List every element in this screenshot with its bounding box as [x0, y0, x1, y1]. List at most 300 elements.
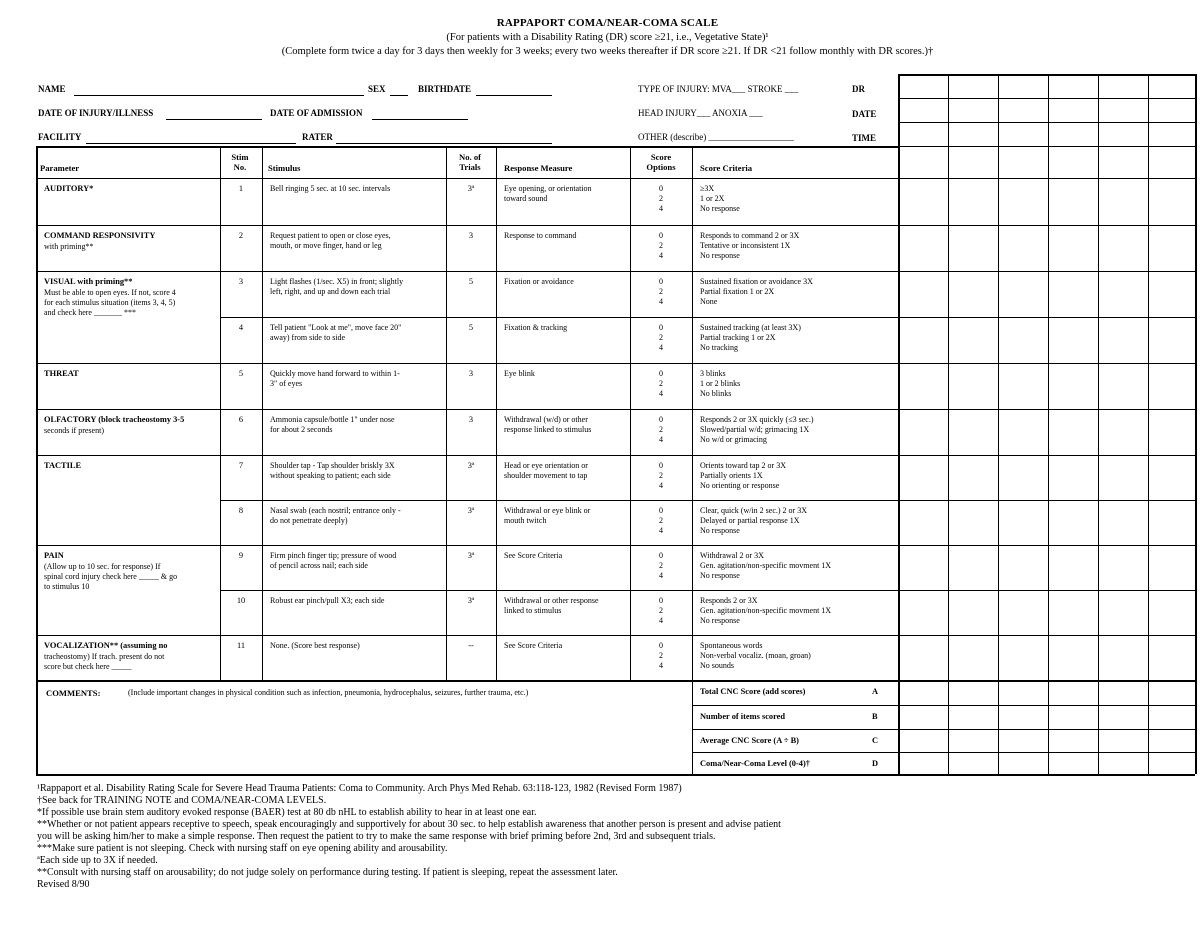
summary-entry-cell[interactable]	[949, 706, 997, 728]
stimulus-text	[270, 506, 401, 526]
time-label: TIME	[852, 133, 877, 143]
score-criteria-line: No response	[700, 251, 740, 261]
score-entry-cell[interactable]	[999, 179, 1047, 224]
footnote: you will be asking him/her to make a simple response. Then request the patient to try to make the same response with brief priming before 2nd, 3rd and subsequent trials.	[37, 831, 716, 842]
summary-entry-cell[interactable]	[899, 730, 947, 751]
score-options	[630, 641, 692, 672]
parameter-name: OLFACTORY (block tracheostomy 3-5	[44, 415, 185, 424]
score-entry-cell[interactable]	[899, 226, 947, 270]
stimulus-text-line: Shoulder tap - Tap shoulder briskly 3X	[270, 461, 395, 470]
stimulus-text-line: Light flashes (1/sec. X5) in front; slightly	[270, 277, 404, 286]
score-options	[630, 231, 692, 262]
score-criteria	[700, 596, 831, 627]
col-header-stimulus: Stimulus	[268, 163, 301, 173]
score-criteria-line: Sustained tracking (at least 3X)	[700, 323, 801, 332]
summary-entry-cell[interactable]	[1099, 753, 1147, 773]
score-entry-cell[interactable]	[1099, 179, 1147, 224]
score-options-line: 0	[659, 184, 663, 193]
footnote: ¹Rappaport et al. Disability Rating Scale for Severe Head Trauma Patients: Coma to Community. Arch Phys Med Rehab. 63:118-123, 1982 (Revised Form 1987)	[37, 783, 682, 794]
score-criteria-line: ≥3X	[700, 184, 715, 193]
score-criteria	[700, 231, 799, 262]
col-header-trials-line2: Trials	[459, 162, 481, 172]
response-measure-line: mouth twitch	[504, 516, 547, 526]
summary-label: Coma/Near-Coma Level (0-4)†	[700, 759, 810, 768]
stimulus-text-line: Quickly move hand forward to within 1-	[270, 369, 400, 378]
score-entry-cell[interactable]	[1149, 179, 1194, 224]
score-entry-cell[interactable]	[949, 546, 997, 589]
score-entry-cell[interactable]	[999, 318, 1047, 362]
stimulus-text	[270, 184, 390, 194]
score-options-line: 0	[659, 596, 663, 605]
stimulus-text-line: 3" of eyes	[270, 379, 303, 389]
trials-count: 3ª	[467, 184, 475, 193]
score-entry-cell[interactable]	[999, 636, 1047, 679]
stimulus-text-line: Robust ear pinch/pull X3; each side	[270, 596, 385, 605]
footnote: ***Make sure patient is not sleeping. Check with nursing staff on eye opening ability and arousability.	[37, 843, 448, 854]
response-measure-line: shoulder movement to tap	[504, 471, 588, 481]
comments-field[interactable]	[40, 702, 688, 770]
trials-count: 3	[468, 231, 474, 240]
score-entry-cell[interactable]	[1099, 226, 1147, 270]
parameter-cell	[44, 277, 176, 318]
summary-entry-cell[interactable]	[949, 681, 997, 704]
score-entry-cell[interactable]	[1049, 456, 1097, 499]
score-options-line: 2	[659, 516, 663, 526]
response-measure-line: toward sound	[504, 194, 548, 204]
response-measure-line: Fixation & tracking	[504, 323, 568, 332]
score-criteria-line: Slowed/partial w/d; grimacing 1X	[700, 425, 810, 435]
parameter-cell	[44, 369, 79, 380]
response-measure	[504, 641, 562, 651]
response-measure-line: See Score Criteria	[504, 641, 563, 650]
score-entry-cell[interactable]	[949, 272, 997, 316]
response-measure-line: Head or eye orientation or	[504, 461, 588, 470]
score-options-line: 4	[659, 343, 663, 353]
score-options-line: 4	[659, 435, 663, 445]
score-criteria	[700, 323, 801, 354]
score-criteria-line: No blinks	[700, 389, 732, 399]
parameter-name: AUDITORY*	[44, 184, 94, 193]
summary-entry-cell[interactable]	[1049, 730, 1097, 751]
footnote: **Whether or not patient appears receptive to speech, speak encouragingly and supportively for about 30 sec. to help establish awareness that another person is present and advise patient	[37, 819, 781, 830]
score-entry-cell[interactable]	[1099, 410, 1147, 454]
summary-label: Number of items scored	[700, 712, 786, 721]
facility-label: FACILITY	[38, 132, 82, 142]
stimulus-text	[270, 461, 395, 481]
stimulus-text-line: Nasal swab (each nostril; entrance only -	[270, 506, 401, 515]
stimulus-text	[270, 641, 360, 651]
parameter-note: (Allow up to 10 sec. for response) If	[44, 561, 161, 571]
score-entry-cell[interactable]	[949, 179, 997, 224]
grid-col-line	[1195, 74, 1197, 774]
score-options-line: 2	[659, 241, 663, 251]
trials-count: 3	[468, 415, 474, 424]
score-criteria-line: No sounds	[700, 661, 735, 671]
stimulus-text	[270, 323, 401, 343]
date-label: DATE	[852, 109, 877, 119]
response-measure	[504, 415, 591, 435]
score-options-line: 0	[659, 461, 663, 470]
score-options	[630, 506, 692, 537]
score-criteria-line: Partial fixation 1 or 2X	[700, 287, 775, 297]
form-subtitle-schedule: (Complete form twice a day for 3 days then weekly for 3 weeks; every two weeks thereafter if DR score ≥21. If DR <21 follow monthly with DR scores.)†	[281, 46, 934, 57]
score-entry-cell[interactable]	[899, 318, 947, 362]
footnote: †See back for TRAINING NOTE and COMA/NEAR-COMA LEVELS.	[37, 795, 327, 806]
score-options-line: 2	[659, 651, 663, 661]
score-criteria-line: Withdrawal 2 or 3X	[700, 551, 764, 560]
parameter-note: for each stimulus situation (items 3, 4, 5)	[44, 298, 176, 307]
summary-entry-cell[interactable]	[949, 753, 997, 773]
summary-entry-cell[interactable]	[1049, 681, 1097, 704]
summary-label: Total CNC Score (add scores)	[700, 687, 806, 696]
trials-count: 3ª	[467, 461, 475, 470]
name-label: NAME	[38, 84, 66, 94]
score-criteria-line: No response	[700, 526, 740, 536]
score-options	[630, 277, 692, 308]
parameter-note: to stimulus 10	[44, 582, 90, 592]
score-options	[630, 369, 692, 400]
score-options-line: 2	[659, 425, 663, 435]
score-criteria-line: No response	[700, 204, 740, 214]
response-measure	[504, 369, 535, 379]
stimulus-text	[270, 415, 395, 435]
parameter-note: Must be able to open eyes. If not, score 4	[44, 287, 176, 297]
col-header-parameter: Parameter	[40, 163, 80, 173]
head-injury-label[interactable]: HEAD INJURY___ ANOXIA ___	[638, 108, 763, 118]
score-criteria	[700, 415, 813, 446]
summary-entry-cell[interactable]	[1149, 753, 1194, 773]
score-entry-cell[interactable]	[1049, 272, 1097, 316]
grid-line	[898, 122, 1195, 123]
summary-letter: C	[872, 736, 879, 745]
response-measure-line: Response to command	[504, 231, 577, 240]
stimulus-text-line: Tell patient "Look at me", move face 20"	[270, 323, 402, 332]
response-measure-line: Withdrawal or eye blink or	[504, 506, 591, 515]
stimulus-text-line: Firm pinch finger tip; pressure of wood	[270, 551, 397, 560]
other-label[interactable]: OTHER (describe) ___________________	[638, 132, 794, 142]
trials-count: 5	[468, 277, 474, 286]
score-criteria-line: Sustained fixation or avoidance 3X	[700, 277, 813, 286]
parameter-cell	[44, 231, 155, 252]
summary-entry-cell[interactable]	[1149, 681, 1194, 704]
table-top-border	[36, 146, 898, 148]
score-entry-cell[interactable]	[1099, 364, 1147, 408]
birthdate-field[interactable]	[476, 95, 552, 96]
score-entry-cell[interactable]	[899, 456, 947, 499]
response-measure-line: See Score Criteria	[504, 551, 563, 560]
score-entry-cell[interactable]	[999, 501, 1047, 544]
stimulus-text-line: do not penetrate deeply)	[270, 516, 348, 526]
parameter-name: THREAT	[44, 369, 79, 378]
score-entry-cell[interactable]	[949, 226, 997, 270]
score-options-line: 2	[659, 287, 663, 297]
footnote: *If possible use brain stem auditory evoked response (BAER) test at 80 db nHL to establish ability to hear in at least one ear.	[37, 807, 537, 818]
response-measure	[504, 461, 588, 481]
score-entry-cell[interactable]	[1149, 364, 1194, 408]
score-criteria-line: No orienting or response	[700, 481, 780, 491]
score-criteria-line: Tentative or inconsistent 1X	[700, 241, 791, 251]
score-entry-cell[interactable]	[1099, 591, 1147, 634]
date-injury-field[interactable]	[166, 119, 262, 120]
score-entry-cell[interactable]	[1049, 546, 1097, 589]
summary-entry-cell[interactable]	[1099, 730, 1147, 751]
score-criteria	[700, 277, 813, 308]
grid-top-border	[898, 74, 1195, 76]
facility-field[interactable]	[86, 143, 296, 144]
response-measure	[504, 231, 576, 241]
summary-entry-cell[interactable]	[1099, 706, 1147, 728]
score-entry-cell[interactable]	[1049, 364, 1097, 408]
response-measure	[504, 596, 599, 616]
stim-number: 8	[238, 506, 244, 515]
score-entry-cell[interactable]	[949, 318, 997, 362]
score-entry-cell[interactable]	[1149, 410, 1194, 454]
score-entry-cell[interactable]	[899, 272, 947, 316]
dr-label: DR	[852, 84, 865, 94]
trials-count: 3ª	[467, 551, 475, 560]
score-options-line: 2	[659, 561, 663, 571]
summary-entry-cell[interactable]	[999, 706, 1047, 728]
summary-entry-cell[interactable]	[999, 753, 1047, 773]
stimulus-text-line: Request patient to open or close eyes,	[270, 231, 391, 240]
score-entry-cell[interactable]	[1049, 226, 1097, 270]
col-header-stim-line1: Stim	[231, 152, 249, 162]
score-entry-cell[interactable]	[949, 364, 997, 408]
response-measure	[504, 277, 574, 287]
score-entry-cell[interactable]	[1049, 591, 1097, 634]
score-entry-cell[interactable]	[1149, 226, 1194, 270]
score-entry-cell[interactable]	[949, 410, 997, 454]
birthdate-label: BIRTHDATE	[418, 84, 472, 94]
name-field[interactable]	[74, 95, 364, 96]
score-entry-cell[interactable]	[999, 546, 1047, 589]
score-entry-cell[interactable]	[1049, 636, 1097, 679]
summary-entry-cell[interactable]	[1049, 753, 1097, 773]
summary-entry-cell[interactable]	[999, 681, 1047, 704]
stim-number: 2	[238, 231, 244, 240]
score-criteria-line: No w/d or grimacing	[700, 435, 767, 445]
score-options-line: 2	[659, 471, 663, 481]
trials-count: 3ª	[467, 506, 475, 515]
summary-entry-cell[interactable]	[999, 730, 1047, 751]
score-criteria-line: No response	[700, 616, 740, 626]
score-options-line: 4	[659, 661, 663, 671]
score-criteria	[700, 641, 811, 672]
score-entry-cell[interactable]	[1149, 272, 1194, 316]
sex-field[interactable]	[390, 95, 408, 96]
stimulus-text-line: Ammonia capsule/bottle 1" under nose	[270, 415, 395, 424]
summary-entry-cell[interactable]	[899, 681, 947, 704]
summary-left-line	[692, 680, 693, 774]
score-criteria-line: Partially orients 1X	[700, 471, 763, 481]
trials-count: 3ª	[467, 596, 475, 605]
parameter-note: with priming**	[44, 241, 94, 251]
score-entry-cell[interactable]	[899, 546, 947, 589]
score-entry-cell[interactable]	[1049, 179, 1097, 224]
col-header-options-line2: Options	[646, 162, 676, 172]
footnote: ªEach side up to 3X if needed.	[37, 855, 158, 866]
score-criteria-line: Gen. agitation/non-specific movment 1X	[700, 606, 832, 616]
score-entry-cell[interactable]	[1049, 410, 1097, 454]
score-entry-cell[interactable]	[1099, 501, 1147, 544]
response-measure-line: Withdrawal (w/d) or other	[504, 415, 588, 424]
score-entry-cell[interactable]	[899, 364, 947, 408]
score-options	[630, 461, 692, 492]
summary-entry-cell[interactable]	[1149, 706, 1194, 728]
stimulus-text-line: without speaking to patient; each side	[270, 471, 391, 481]
parameter-cell	[44, 461, 81, 472]
score-entry-cell[interactable]	[1099, 272, 1147, 316]
score-entry-cell[interactable]	[1149, 501, 1194, 544]
score-entry-cell[interactable]	[1099, 546, 1147, 589]
score-entry-cell[interactable]	[949, 636, 997, 679]
stim-number: 7	[238, 461, 244, 470]
stimulus-text-line: of pencil across nail; each side	[270, 561, 368, 571]
grid-row-line	[898, 146, 1195, 147]
score-criteria-line: Responds 2 or 3X	[700, 596, 758, 605]
summary-entry-cell[interactable]	[899, 706, 947, 728]
score-entry-cell[interactable]	[1149, 591, 1194, 634]
score-options-line: 4	[659, 389, 663, 399]
score-entry-cell[interactable]	[1149, 318, 1194, 362]
type-injury-label[interactable]: TYPE OF INJURY: MVA___ STROKE ___	[638, 84, 799, 94]
score-criteria-line: No response	[700, 571, 740, 581]
stimulus-text-line: None. (Score best response)	[270, 641, 360, 650]
footnotes	[37, 783, 781, 891]
summary-entry-cell[interactable]	[1099, 681, 1147, 704]
response-measure	[504, 551, 562, 561]
score-criteria-line: Gen. agitation/non-specific movment 1X	[700, 561, 832, 571]
stim-number: 4	[238, 323, 244, 332]
table-col-line	[692, 146, 693, 680]
score-entry-cell[interactable]	[899, 410, 947, 454]
score-entry-cell[interactable]	[949, 456, 997, 499]
trials-count: --	[468, 641, 474, 650]
score-entry-cell[interactable]	[999, 364, 1047, 408]
score-criteria-line: Partial tracking 1 or 2X	[700, 333, 776, 343]
parameter-note: score but check here _____	[44, 662, 132, 671]
score-entry-cell[interactable]	[999, 591, 1047, 634]
stim-number: 5	[238, 369, 244, 378]
stimulus-text-line: away) from side to side	[270, 333, 346, 343]
parameter-note: tracheostomy) If trach. present do not	[44, 651, 165, 661]
date-admission-label: DATE OF ADMISSION	[270, 108, 363, 118]
score-criteria	[700, 551, 831, 582]
sex-label: SEX	[368, 84, 386, 94]
stimulus-text-line: for about 2 seconds	[270, 425, 333, 435]
summary-entry-cell[interactable]	[1149, 730, 1194, 751]
score-criteria	[700, 506, 807, 537]
col-header-stim-no	[222, 152, 258, 172]
col-header-trials-line1: No. of	[459, 152, 481, 162]
stim-number: 11	[236, 641, 246, 650]
score-criteria-line: Non-verbal vocaliz. (moan, groan)	[700, 651, 811, 661]
stimulus-text	[270, 596, 384, 606]
score-options-line: 0	[659, 641, 663, 650]
score-entry-cell[interactable]	[999, 226, 1047, 270]
col-header-response: Response Measure	[504, 163, 573, 173]
summary-entry-cell[interactable]	[949, 730, 997, 751]
stim-number: 1	[238, 184, 244, 193]
score-entry-cell[interactable]	[1049, 501, 1097, 544]
parameter-note: seconds if present)	[44, 425, 104, 435]
response-measure	[504, 184, 592, 204]
score-entry-cell[interactable]	[1149, 456, 1194, 499]
score-criteria-line: None	[700, 297, 718, 307]
parameter-name: TACTILE	[44, 461, 82, 470]
parameter-name: VISUAL with priming**	[44, 277, 133, 286]
response-measure-line: Fixation or avoidance	[504, 277, 574, 286]
response-measure	[504, 506, 590, 526]
score-options-line: 4	[659, 297, 663, 307]
score-options-line: 4	[659, 616, 663, 626]
response-measure-line: Eye blink	[504, 369, 535, 378]
score-entry-cell[interactable]	[899, 636, 947, 679]
parameter-cell	[44, 415, 184, 436]
comments-label: COMMENTS:	[46, 688, 101, 698]
score-entry-cell[interactable]	[1099, 636, 1147, 679]
table-col-line	[262, 146, 263, 680]
parameter-note: and check here _______ ***	[44, 308, 136, 318]
summary-entry-cell[interactable]	[899, 753, 947, 773]
score-entry-cell[interactable]	[1099, 318, 1147, 362]
date-admission-field[interactable]	[372, 119, 468, 120]
rater-field[interactable]	[336, 143, 552, 144]
parameter-name: PAIN	[44, 551, 64, 560]
score-options-line: 0	[659, 231, 663, 240]
score-entry-cell[interactable]	[999, 272, 1047, 316]
summary-label: Average CNC Score (A ÷ B)	[700, 736, 799, 745]
score-entry-cell[interactable]	[1149, 636, 1194, 679]
score-options-line: 0	[659, 323, 663, 332]
score-entry-cell[interactable]	[949, 501, 997, 544]
score-criteria-line: Delayed or partial response 1X	[700, 516, 800, 526]
col-header-options-line1: Score	[650, 152, 672, 162]
score-options-line: 4	[659, 526, 663, 536]
score-options-line: 0	[659, 369, 663, 378]
score-entry-cell[interactable]	[899, 591, 947, 634]
col-header-options	[632, 152, 690, 172]
score-entry-cell[interactable]	[899, 179, 947, 224]
stim-number: 3	[238, 277, 244, 286]
score-entry-cell[interactable]	[949, 591, 997, 634]
parameter-name: COMMAND RESPONSIVITY	[44, 231, 156, 240]
score-entry-cell[interactable]	[899, 501, 947, 544]
summary-entry-cell[interactable]	[1049, 706, 1097, 728]
trials-count: 5	[468, 323, 474, 332]
score-criteria	[700, 461, 786, 492]
score-entry-cell[interactable]	[999, 456, 1047, 499]
table-left-border	[36, 146, 38, 680]
score-options-line: 0	[659, 277, 663, 286]
score-criteria-line: No tracking	[700, 343, 738, 353]
response-measure-line: Eye opening, or orientation	[504, 184, 592, 193]
stimulus-text	[270, 231, 391, 251]
score-criteria-line: 1 or 2X	[700, 194, 725, 204]
score-entry-cell[interactable]	[1049, 318, 1097, 362]
stimulus-text	[270, 551, 396, 571]
col-header-criteria: Score Criteria	[700, 163, 753, 173]
score-criteria-line: Clear, quick (w/in 2 sec.) 2 or 3X	[700, 506, 807, 515]
response-measure-line: linked to stimulus	[504, 606, 562, 616]
stimulus-text	[270, 277, 403, 297]
parameter-name: VOCALIZATION** (assuming no	[44, 641, 168, 650]
score-entry-cell[interactable]	[999, 410, 1047, 454]
comments-bottom-border	[36, 774, 898, 776]
score-criteria	[700, 184, 740, 215]
score-entry-cell[interactable]	[1149, 546, 1194, 589]
score-entry-cell[interactable]	[1099, 456, 1147, 499]
